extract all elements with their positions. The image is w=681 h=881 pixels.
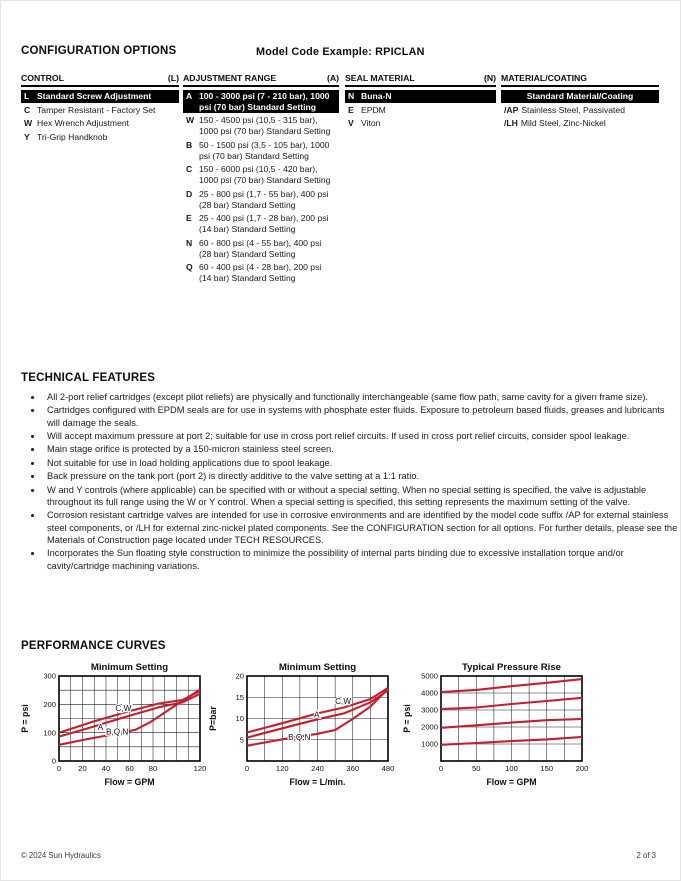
option-label: 150 - 6000 psi (10,5 - 420 bar), 1000 psi (70 bar) Standard Setting: [199, 164, 331, 186]
chart-title: Minimum Setting: [278, 662, 357, 673]
option-y: [21, 131, 179, 144]
option-key: D: [186, 188, 193, 199]
column-header: [501, 73, 659, 87]
options-column-material-coating: [501, 73, 659, 131]
option-label: 50 - 1500 psi (3,5 - 105 bar), 1000 psi (70 bar) Standard Setting: [199, 139, 330, 161]
column-header-label: CONTROL: [21, 73, 64, 83]
x-tick-label: 60: [125, 764, 134, 773]
y-tick-label: 20: [235, 671, 244, 681]
x-tick-label: 0: [438, 764, 444, 773]
x-tick-label: 360: [346, 764, 360, 773]
technical-features-title: TECHNICAL FEATURES: [21, 372, 156, 384]
option-key: N: [348, 91, 355, 101]
x-axis-label: Flow = GPM: [486, 777, 537, 787]
x-axis-label: Flow = GPM: [104, 777, 155, 787]
x-tick-label: 120: [193, 764, 207, 773]
option-label: Viton: [361, 118, 381, 129]
option-e: [183, 212, 339, 235]
option-label: 25 - 400 psi (1,7 - 28 bar), 200 psi (14 bar) Standard Setting: [199, 213, 329, 235]
x-tick-label: 120: [275, 764, 289, 773]
y-axis-label: P = psi: [402, 704, 412, 733]
option-key: E: [348, 104, 354, 115]
column-header: [183, 73, 339, 87]
chart-svg: [19, 661, 207, 788]
option-n: [183, 237, 339, 260]
feature-bullet: • Not suitable for use in load holding applications due to spool leakage.: [43, 457, 679, 469]
chart-svg: [207, 661, 395, 788]
feature-bullet: • W and Y controls (where applicable) can be specified with or without a special setting. When no special setting is specified, the valve is adjustable throughout its full range using the W or Y control. When a special setting is specified, this setting represents the maximum setting of the valve.: [43, 484, 679, 509]
option-label: Standard Material/Coating: [526, 91, 634, 101]
feature-bullet: • Cartridges configured with EPDM seals are for use in systems with phosphate ester fluids. Exposure to petroleum based fluids, greases and lubricants will damage the seals.: [43, 404, 679, 429]
option-label: Tamper Resistant - Factory Set: [37, 104, 156, 115]
feature-bullet: • Incorporates the Sun floating style construction to minimize the possibility of internal parts binding due to excessive installation torque and/or cavity/cartridge machining variations.: [43, 547, 679, 572]
option-key: W: [24, 118, 33, 129]
column-header-code: (A): [326, 73, 339, 83]
options-column-seal-material: [345, 73, 496, 131]
y-axis-label: P = psi: [20, 704, 30, 733]
feature-bullet: • Corrosion resistant cartridge valves are intended for use in corrosive environments and are identified by the model code suffix /AP for external stainless steel components, or /LH for external zinc-nickel plated components. See the CONFIGURATION section for all options. For further details, please see the Materials of Construction page located under TECH RESOURCES.: [43, 509, 679, 546]
column-header-label: MATERIAL/COATING: [501, 73, 588, 83]
x-tick-label: 50: [472, 764, 481, 773]
series-label-b-q-n: B,Q,N: [106, 727, 129, 737]
feature-bullet: • Will accept maximum pressure at port 2; suitable for use in cross port relief circuits. If used in cross port relief circuits, consider spool leakage.: [43, 430, 679, 442]
series-label-a: A: [313, 710, 320, 720]
page-footer: [21, 851, 656, 860]
x-tick-label: 240: [311, 764, 324, 773]
option-key: /LH: [504, 118, 518, 129]
option-standard-material-coating: [501, 90, 659, 103]
option-key: /AP: [504, 104, 519, 115]
y-tick-label: 300: [43, 671, 56, 681]
option-a: [183, 90, 339, 113]
option-key: Y: [24, 132, 30, 143]
option-c: [183, 163, 339, 186]
option-key: W: [186, 115, 195, 126]
option-label: Standard Screw Adjustment: [37, 91, 152, 101]
x-tick-label: 200: [575, 764, 589, 773]
column-header-code: (L): [167, 73, 179, 83]
configuration-options-title: CONFIGURATION OPTIONS: [21, 45, 177, 57]
column-header: [345, 73, 496, 87]
y-tick-label: 1000: [421, 739, 438, 749]
option-label: 60 - 400 psi (4 - 28 bar), 200 psi (14 bar) Standard Setting: [199, 262, 322, 284]
options-column-adjustment-range: [183, 73, 339, 286]
option-w: [183, 114, 339, 137]
x-tick-label: 20: [78, 764, 87, 773]
x-tick-label: 100: [505, 764, 518, 773]
y-tick-label: 2000: [421, 722, 438, 732]
option-b: [183, 139, 339, 162]
option-key: B: [186, 139, 193, 150]
option-label: Hex Wrench Adjustment: [37, 118, 130, 129]
feature-bullet: • Main stage orifice is protected by a 150-micron stainless steel screen.: [43, 443, 679, 455]
option-l: [21, 90, 179, 103]
x-tick-label: 0: [56, 764, 62, 773]
performance-curves-title: PERFORMANCE CURVES: [21, 640, 166, 652]
y-tick-label: 200: [43, 699, 56, 709]
option-key: L: [24, 91, 30, 101]
column-header-label: ADJUSTMENT RANGE: [183, 73, 277, 83]
option-label: 100 - 3000 psi (7 - 210 bar), 1000 psi (70 bar) Standard Setting: [199, 91, 330, 112]
series-label-a: A: [97, 722, 104, 732]
option-label: EPDM: [361, 104, 386, 115]
option-label: Stainless Steel, Passivated: [521, 104, 625, 115]
option-label: 25 - 800 psi (1,7 - 55 bar), 400 psi (28 bar) Standard Setting: [199, 188, 329, 210]
option-key: Q: [186, 262, 193, 273]
y-tick-label: 15: [235, 692, 244, 702]
x-tick-label: 80: [148, 764, 158, 773]
option-n: [345, 90, 496, 103]
copyright-text: © 2024 Sun Hydraulics: [21, 851, 101, 860]
chart-title: Typical Pressure Rise: [461, 662, 562, 673]
option-key: C: [24, 104, 31, 115]
x-tick-label: 40: [101, 764, 111, 773]
series-label-c-w: C,W: [115, 704, 132, 714]
option-d: [183, 188, 339, 211]
option-key: C: [186, 164, 193, 175]
option-key: E: [186, 213, 192, 224]
option-label: 150 - 4500 psi (10,5 - 315 bar), 1000 psi (70 bar) Standard Setting: [199, 115, 331, 137]
y-tick-label: 0: [51, 756, 56, 766]
column-header: [21, 73, 179, 87]
option-label: Tri-Grip Handknob: [37, 132, 108, 143]
y-tick-label: 5: [239, 735, 244, 745]
x-tick-label: 150: [540, 764, 554, 773]
option-v: [345, 117, 496, 130]
chart-svg: [401, 661, 589, 788]
option-key: A: [186, 91, 193, 101]
chart-title: Minimum Setting: [90, 662, 169, 673]
option-lh: [501, 117, 659, 130]
series-label-b-q-n: B,Q,N: [288, 732, 311, 742]
y-tick-label: 3000: [421, 705, 438, 715]
option-label: Buna-N: [361, 91, 392, 101]
option-label: 60 - 800 psi (4 - 55 bar), 400 psi (28 bar) Standard Setting: [199, 237, 322, 259]
x-tick-label: 0: [244, 764, 250, 773]
chart-typical-pressure-rise: [401, 661, 589, 788]
y-tick-label: 100: [43, 728, 56, 738]
x-axis-label: Flow = L/min.: [289, 777, 346, 787]
column-header-label: SEAL MATERIAL: [345, 73, 415, 83]
technical-features-list: [27, 391, 679, 573]
y-tick-label: 4000: [421, 688, 438, 698]
option-ap: [501, 104, 659, 117]
model-code-example: Model Code Example: RPICLAN: [256, 46, 425, 58]
page-number: 2 of 3: [636, 851, 656, 860]
option-key: N: [186, 237, 193, 248]
y-tick-label: 10: [235, 714, 244, 724]
feature-bullet: • Back pressure on the tank port (port 2) is directly additive to the valve setting at a 1:1 ratio.: [43, 470, 679, 482]
y-tick-label: 5000: [421, 671, 438, 681]
options-column-control: [21, 73, 179, 145]
series-label-c-w: C,W: [335, 697, 352, 707]
option-q: [183, 261, 339, 284]
y-axis-label: P=bar: [208, 706, 218, 731]
column-header-code: (N): [483, 73, 496, 83]
feature-bullet: • All 2-port relief cartridges (except pilot reliefs) are physically and functionally interchangeable (same flow path, same cavity for a given frame size).: [43, 391, 679, 403]
option-e: [345, 104, 496, 117]
option-c: [21, 104, 179, 117]
option-key: V: [348, 118, 354, 129]
chart-minimum-setting-lmin: [207, 661, 395, 788]
x-tick-label: 480: [381, 764, 395, 773]
option-w: [21, 117, 179, 130]
chart-minimum-setting-gpm: [19, 661, 207, 788]
option-label: Mild Steel, Zinc-Nickel: [520, 118, 606, 129]
